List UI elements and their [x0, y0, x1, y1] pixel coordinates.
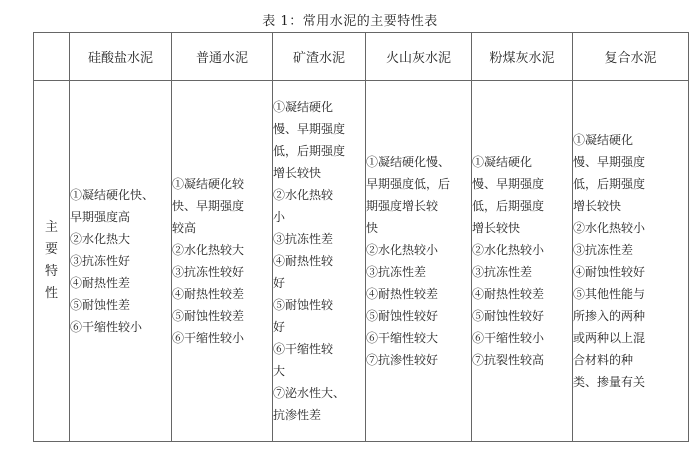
property-line: ③抗冻性较好 [172, 265, 245, 279]
property-line: ⑥干缩性较 [273, 342, 334, 356]
property-line: ⑥干缩性较小 [172, 331, 245, 345]
property-line: 较高 [172, 221, 197, 235]
property-line: ①凝结硬化快、 [70, 188, 155, 202]
property-line: ②水化热较小 [573, 221, 646, 235]
property-line: 抗渗性差 [273, 408, 322, 422]
property-line: ③抗冻性差 [366, 265, 427, 279]
property-line: ⑤耐蚀性较 [273, 298, 334, 312]
property-line: ②水化热大 [70, 232, 131, 246]
header-ordinary-cement: 普通水泥 [172, 33, 273, 81]
property-line: ③抗冻性差 [472, 265, 533, 279]
cell-ordinary-cement [172, 81, 273, 442]
property-line: 所掺入的两种 [573, 309, 646, 323]
row-header-main-properties [34, 81, 70, 442]
property-line: 快、早期强度 [172, 199, 245, 213]
property-line: ①凝结硬化 [573, 133, 634, 147]
property-line: ①凝结硬化较 [172, 177, 245, 191]
row-header-char: 特 [44, 264, 58, 279]
header-pozzolanic-cement: 火山灰水泥 [366, 33, 472, 81]
row-header-char: 主 [44, 220, 58, 235]
property-line: ⑥干缩性较大 [366, 331, 439, 345]
property-line: 增长较快 [472, 221, 521, 235]
property-line: 慢、早期强度 [472, 177, 545, 191]
property-line: ③抗冻性好 [70, 254, 131, 268]
property-line: 早期强度低，后 [366, 177, 451, 191]
property-line: 好 [273, 320, 286, 334]
cell-slag-cement [273, 81, 366, 442]
property-line: ⑤耐蚀性较差 [172, 309, 245, 323]
property-line: ⑤耐蚀性较好 [472, 309, 545, 323]
property-line: ④耐热性较 [273, 254, 334, 268]
property-line: 或两种以上混 [573, 331, 646, 345]
property-line: ⑥干缩性较小 [472, 331, 545, 345]
property-line: ①凝结硬化慢、 [366, 155, 451, 169]
property-line: 低，后期强度 [472, 199, 545, 213]
property-line: 大 [273, 364, 286, 378]
property-line: ⑥干缩性较小 [70, 320, 143, 334]
properties-row [34, 81, 689, 442]
property-line: 类、掺量有关 [573, 375, 646, 389]
property-line: ⑦抗渗性较好 [366, 353, 439, 367]
header-row [34, 33, 689, 81]
property-line: ④耐蚀性较好 [573, 265, 646, 279]
property-line: ②水化热较小 [366, 243, 439, 257]
cell-composite-cement [573, 81, 689, 442]
row-header-char: 性 [44, 286, 58, 301]
property-line: ①凝结硬化 [273, 100, 334, 114]
header-portland-cement: 硅酸盐水泥 [70, 33, 172, 81]
property-line: 合材料的种 [573, 353, 634, 367]
property-line: ⑤耐蚀性较好 [366, 309, 439, 323]
property-line: ②水化热较大 [172, 243, 245, 257]
property-line: ④耐热性较差 [172, 287, 245, 301]
property-line: ⑦抗裂性较高 [472, 353, 545, 367]
header-slag-cement: 矿渣水泥 [273, 33, 366, 81]
property-line: ①凝结硬化 [472, 155, 533, 169]
property-line: ⑤耐蚀性差 [70, 298, 131, 312]
cell-pozzolanic-cement [366, 81, 472, 442]
header-corner [34, 33, 70, 81]
property-line: ②水化热较 [273, 188, 334, 202]
property-line: 低，后期强度 [273, 144, 346, 158]
property-line: 增长较快 [573, 199, 622, 213]
property-line: ②水化热较小 [472, 243, 545, 257]
cell-portland-cement [70, 81, 172, 442]
property-line: 慢、早期强度 [273, 122, 346, 136]
cell-fly-ash-cement [472, 81, 573, 442]
property-line: ④耐热性较差 [472, 287, 545, 301]
property-line: 期强度增长较 [366, 199, 439, 213]
header-fly-ash-cement: 粉煤灰水泥 [472, 33, 573, 81]
property-line: 小 [273, 210, 286, 224]
property-line: 好 [273, 276, 286, 290]
property-line: 早期强度高 [70, 210, 131, 224]
table-caption: 表 1：常用水泥的主要特性表 [262, 14, 438, 29]
header-composite-cement: 复合水泥 [573, 33, 689, 81]
cement-properties-table [33, 32, 689, 442]
property-line: ⑦泌水性大、 [273, 386, 346, 400]
property-line: 增长较快 [273, 166, 322, 180]
property-line: 低，后期强度 [573, 177, 646, 191]
property-line: ⑤其他性能与 [573, 287, 646, 301]
property-line: ③抗冻性差 [273, 232, 334, 246]
property-line: 快 [366, 221, 379, 235]
property-line: ④耐热性差 [70, 276, 131, 290]
row-header-char: 要 [44, 242, 58, 257]
property-line: 慢、早期强度 [573, 155, 646, 169]
property-line: ③抗冻性差 [573, 243, 634, 257]
property-line: ④耐热性较差 [366, 287, 439, 301]
